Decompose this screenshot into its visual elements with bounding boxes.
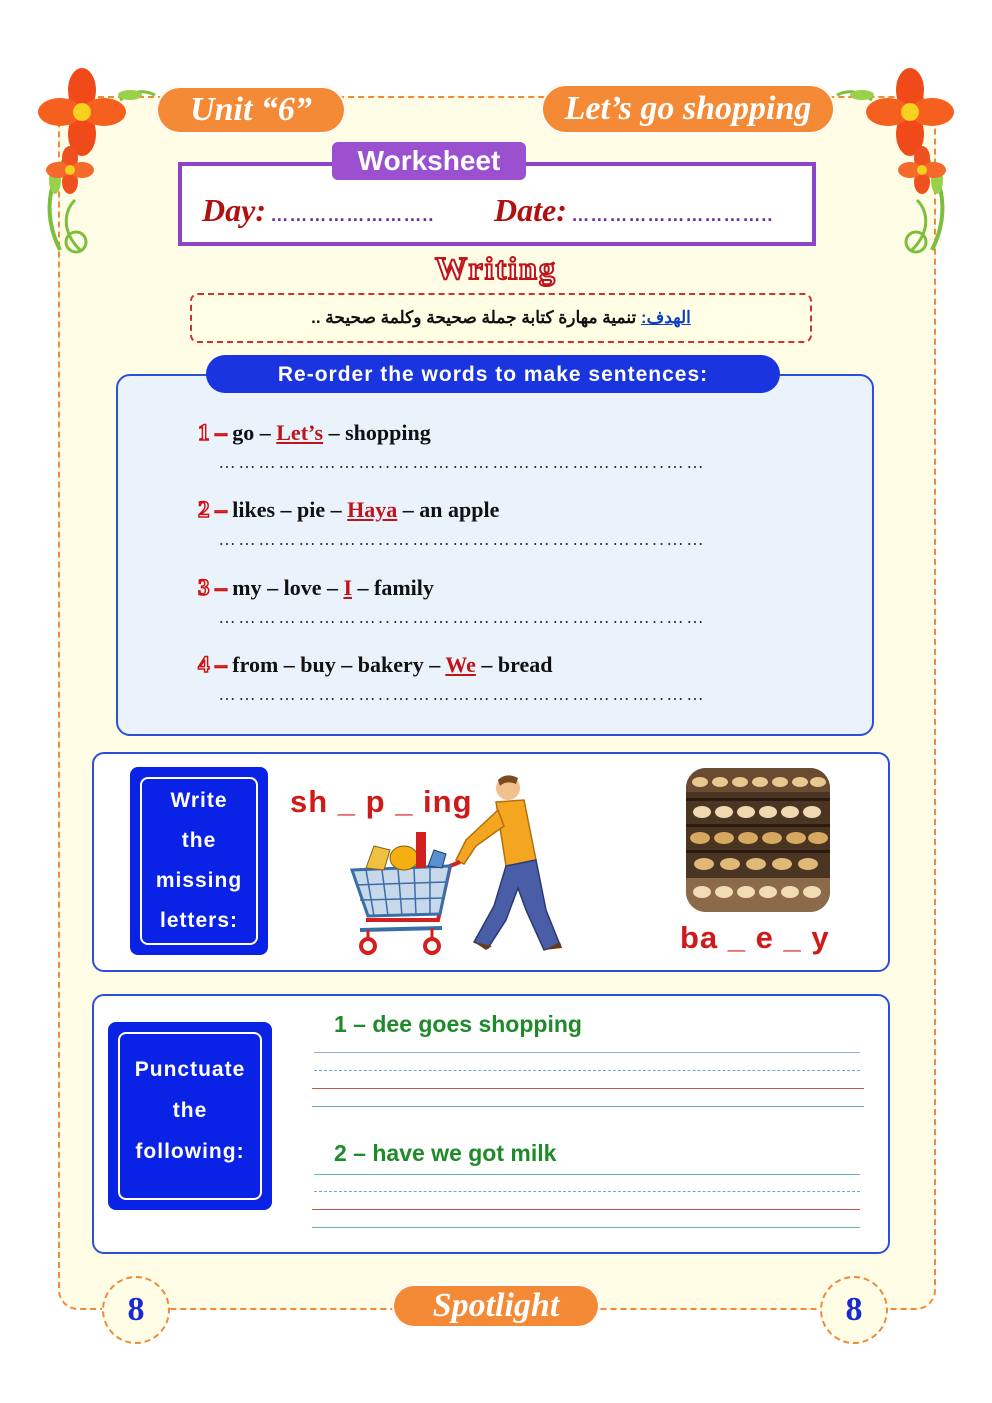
reorder-item-4 — [198, 652, 553, 678]
writing-line[interactable] — [312, 1106, 864, 1107]
item-key-word: I — [343, 575, 353, 600]
bakery-image — [686, 768, 830, 912]
page-number-left: 8 — [102, 1276, 170, 1344]
goal-label: الهدف: — [640, 308, 691, 327]
goal-description: تنمية مهارة كتابة جملة صحيحة وكلمة صحيحة .. — [311, 308, 641, 327]
unit-title: Let’s go shopping — [541, 84, 835, 134]
item-words: my – love – — [226, 575, 344, 600]
badge-line: missing — [155, 869, 243, 892]
date-row — [494, 192, 773, 229]
missing-word-bakery: ba _ e _ y — [680, 920, 830, 955]
badge-line: following: — [135, 1140, 245, 1163]
punctuate-badge — [108, 1022, 272, 1210]
shopping-man-icon — [346, 770, 566, 960]
section-title: Writing — [435, 250, 557, 286]
writing-line[interactable] — [314, 1174, 860, 1175]
item-words: from – buy – bakery – — [226, 652, 446, 677]
item-number: 1 – — [198, 420, 227, 445]
unit-label: Unit “6” — [156, 86, 346, 134]
date-label: Date: — [494, 192, 567, 228]
flower-decoration-right-icon — [832, 60, 972, 260]
writing-line[interactable] — [314, 1191, 860, 1192]
item-number: 2 – — [198, 497, 227, 522]
day-label: Day: — [202, 192, 266, 228]
badge-line: the — [181, 829, 217, 852]
item-words: – an apple — [397, 497, 500, 522]
day-field[interactable]: …………………….. — [270, 205, 435, 225]
writing-line[interactable] — [312, 1209, 860, 1210]
writing-line[interactable] — [312, 1227, 860, 1228]
badge-line: the — [172, 1099, 208, 1122]
item-words: likes – pie – — [226, 497, 348, 522]
answer-line-3[interactable]: ……………………..…………………………………..…… — [218, 607, 707, 627]
badge-line: Punctuate — [134, 1058, 246, 1081]
punctuate-item-2: 2 – have we got milk — [334, 1140, 557, 1166]
punctuate-item-1: 1 – dee goes shopping — [334, 1011, 582, 1037]
missing-letters-badge — [130, 767, 268, 955]
worksheet-label: Worksheet — [332, 142, 526, 180]
badge-line: Write — [170, 789, 228, 812]
answer-line-2[interactable]: ……………………..…………………………………..…… — [218, 529, 707, 549]
item-words: – family — [352, 575, 434, 600]
day-row — [202, 192, 434, 229]
reorder-item-3 — [198, 575, 434, 601]
item-words: go – — [226, 420, 277, 445]
reorder-item-2 — [198, 497, 499, 523]
answer-line-4[interactable]: ……………………..…………………………………..…… — [218, 684, 707, 704]
writing-line[interactable] — [312, 1088, 864, 1089]
writing-line[interactable] — [314, 1070, 860, 1071]
badge-line: letters: — [159, 909, 239, 932]
goal-text — [192, 295, 810, 341]
item-number: 4 – — [198, 652, 227, 677]
item-key-word: We — [445, 652, 476, 677]
answer-line-1[interactable]: ……………………..…………………………………..…… — [218, 452, 707, 472]
date-field[interactable]: ………………………….. — [571, 205, 774, 225]
item-key-word: Let’s — [276, 420, 324, 445]
item-key-word: Haya — [347, 497, 398, 522]
missing-word-shopping: sh _ p _ ing — [290, 784, 473, 819]
page-number-right: 8 — [820, 1276, 888, 1344]
reorder-title: Re-order the words to make sentences: — [206, 355, 780, 393]
goal-box — [190, 293, 812, 343]
reorder-item-1 — [198, 420, 431, 446]
item-words: – shopping — [323, 420, 431, 445]
footer-brand: Spotlight — [392, 1284, 600, 1328]
flower-decoration-left-icon — [20, 60, 160, 260]
writing-line[interactable] — [314, 1052, 860, 1053]
item-number: 3 – — [198, 575, 227, 600]
item-words: – bread — [475, 652, 553, 677]
